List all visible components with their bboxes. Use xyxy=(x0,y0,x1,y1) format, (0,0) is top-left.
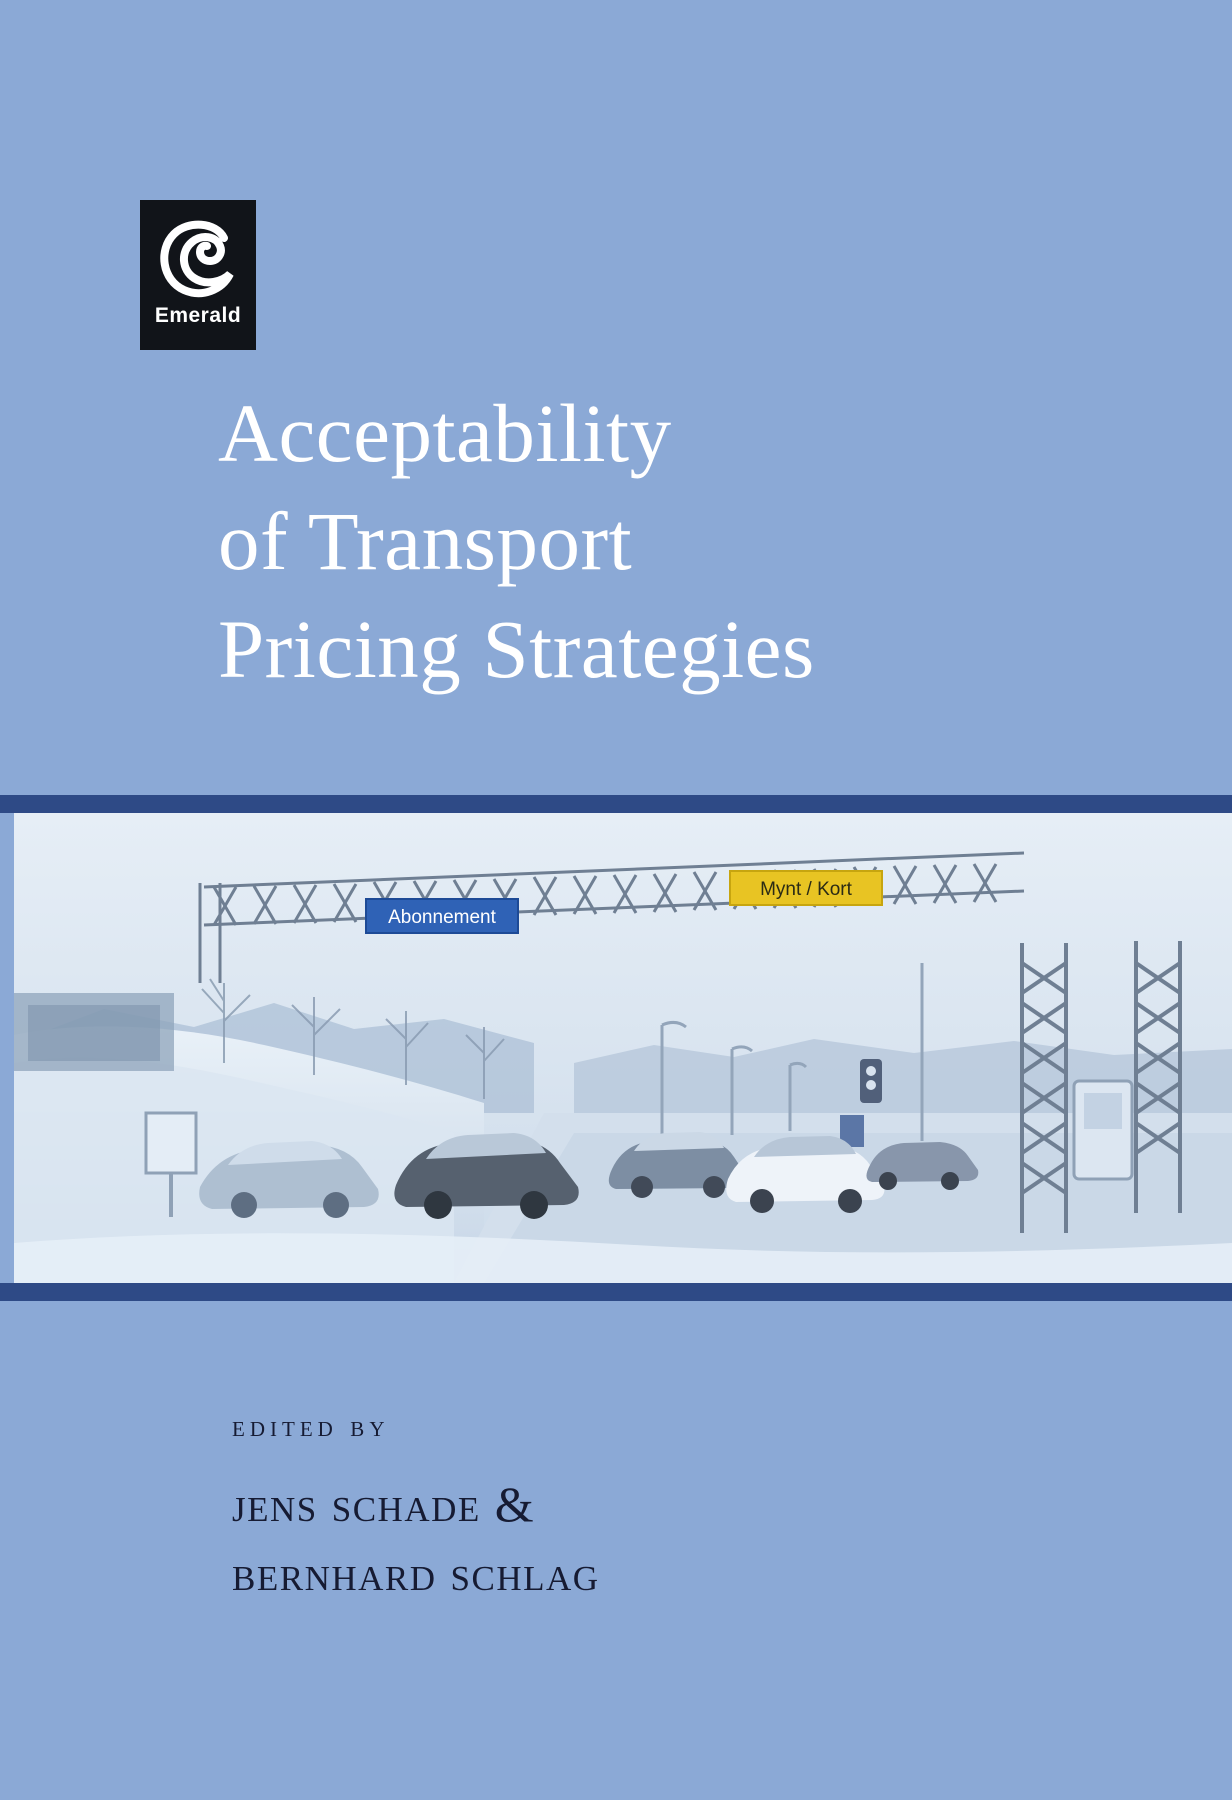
cover-photograph xyxy=(14,813,1232,1283)
editor-name-2: bernhard schlag xyxy=(232,1545,600,1601)
edited-by-label: edited by xyxy=(232,1410,390,1443)
book-title xyxy=(218,380,1098,704)
title-line-2: of Transport xyxy=(218,494,633,587)
publisher-name: Emerald xyxy=(154,304,242,327)
emerald-e-swirl-icon xyxy=(154,214,242,302)
svg-text:Mynt / Kort: Mynt / Kort xyxy=(760,879,852,900)
title-line-3: Pricing Strategies xyxy=(218,602,815,695)
editor-name-1: jens schade & xyxy=(232,1476,536,1532)
title-line-1: Acceptability xyxy=(218,387,672,479)
editor-credits xyxy=(232,1410,1032,1608)
svg-text:Abonnement: Abonnement xyxy=(388,907,496,928)
photo-top-border xyxy=(0,795,1232,813)
photo-bottom-border xyxy=(0,1283,1232,1301)
publisher-logo xyxy=(140,200,256,350)
